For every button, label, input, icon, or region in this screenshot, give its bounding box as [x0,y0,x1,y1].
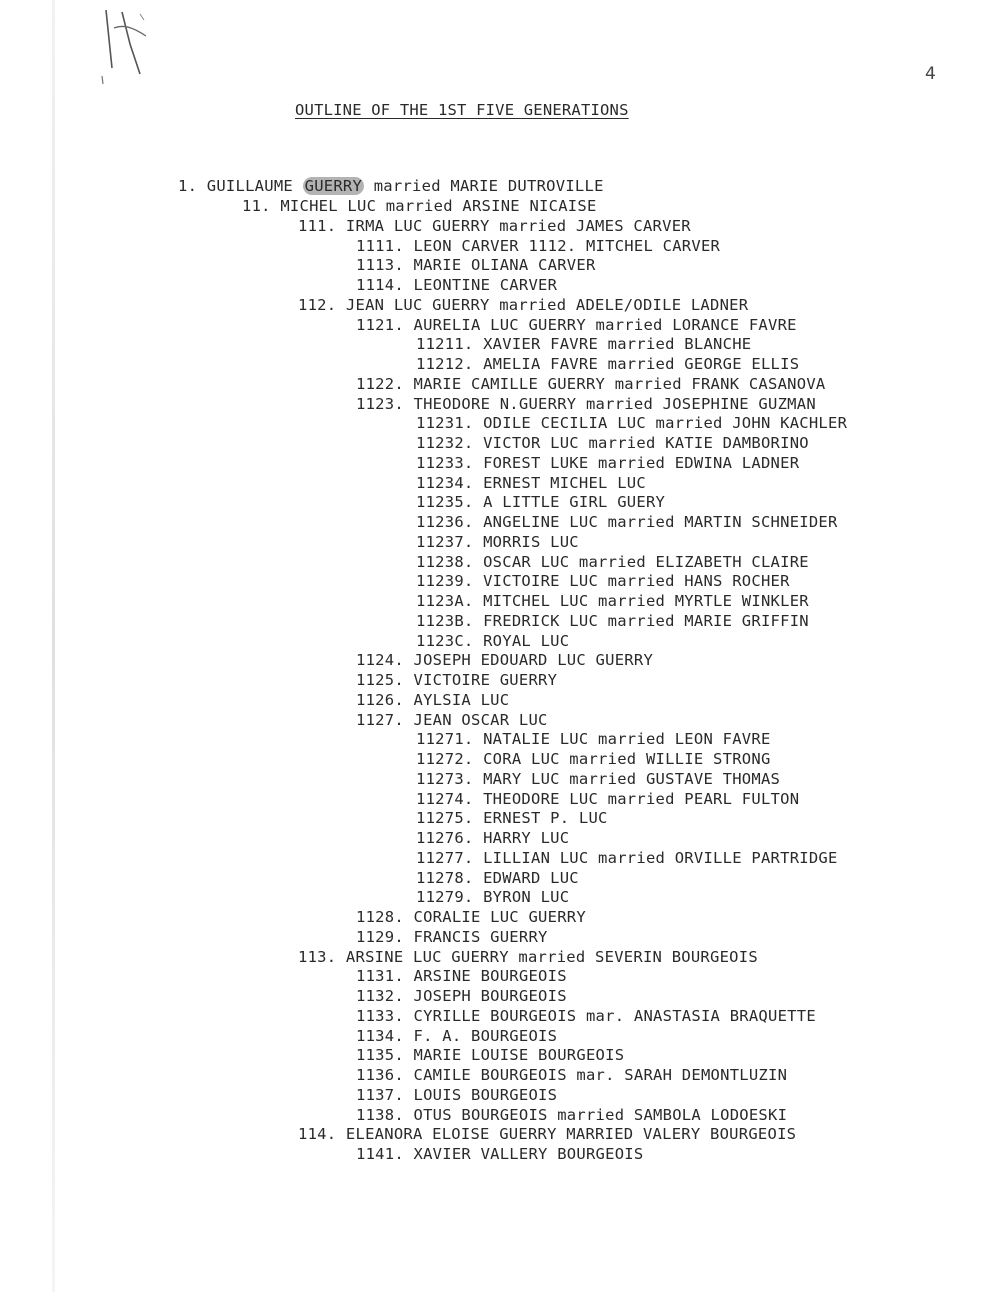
outline-entry-level-3: 1125. VICTOIRE GUERRY [356,671,558,689]
outline-entry-level-4: 11274. THEODORE LUC married PEARL FULTON [416,789,800,808]
outline-entry-level-4: 11273. MARY LUC married GUSTAVE THOMAS [416,769,781,788]
outline-entry-level-4: 11211. XAVIER FAVRE married BLANCHE [416,335,752,354]
outline-entry-level-3: 1136. CAMILE BOURGEOIS mar. SARAH DEMONTLUZIN [356,1066,788,1084]
outline-entry-level-3: 1126. AYLSIA LUC [356,690,510,709]
outline-entry-level-3: 1114. LEONTINE CARVER [356,276,558,294]
outline-entry-level-4: 11278. EDWARD LUC [416,868,579,887]
entry-rest: married MARIE DUTROVILLE [373,177,604,195]
outline-entry-level-1: 11. MICHEL LUC married ARSINE NICAISE [242,197,597,215]
highlighted-surname: GUERRY [304,177,363,195]
outline-entry-level-3: 1127. JEAN OSCAR LUC [356,710,548,729]
outline-entry-level-3: 1138. OTUS BOURGEOIS married SAMBOLA LODOESKI [356,1105,788,1124]
outline-entry-level-3: 1111. LEON CARVER 1112. MITCHEL CARVER [356,236,721,255]
outline-entry-level-4: 11238. OSCAR LUC married ELIZABETH CLAIRE [416,552,809,571]
outline-entry-level-3: 1131. ARSINE BOURGEOIS [356,967,567,986]
outline-entry-level-4: 11233. FOREST LUKE married EDWINA LADNER [416,453,800,472]
scan-binding-edge [52,0,55,1292]
outline-entry-level-4: 11237. MORRIS LUC [416,532,579,551]
page-number: 4 [925,64,936,84]
outline-entry-level-4: 1123B. FREDRICK LUC married MARIE GRIFFIN [416,611,809,630]
outline-entry-level-2: 111. IRMA LUC GUERRY married JAMES CARVER [298,216,691,235]
outline-entry-level-4: 11236. ANGELINE LUC married MARTIN SCHNEIDER [416,513,838,531]
outline-entry-level-3: 1121. AURELIA LUC GUERRY married LORANCE FAVRE [356,315,797,334]
outline-entry-level-4: 11235. A LITTLE GIRL GUERY [416,493,666,512]
outline-entry-level-3: 1113. MARIE OLIANA CARVER [356,256,596,275]
outline-entry-level-3: 1141. XAVIER VALLERY BOURGEOIS [356,1145,644,1163]
outline-entry-level-2: 112. JEAN LUC GUERRY married ADELE/ODILE LADNER [298,295,749,314]
entry-first-name: GUILLAUME [206,177,294,195]
outline-entry-level-3: 1132. JOSEPH BOURGEOIS [356,987,567,1005]
outline-entry-level-3: 1133. CYRILLE BOURGEOIS mar. ANASTASIA BRAQUETTE [356,1006,816,1025]
outline-entry-level-4: 11279. BYRON LUC [416,888,570,907]
outline-entry-level-4: 11231. ODILE CECILIA LUC married JOHN KACHLER [416,414,848,433]
outline-entry-level-4: 11277. LILLIAN LUC married ORVILLE PARTRIDGE [416,848,838,867]
outline-entry-level-4: 11275. ERNEST P. LUC [416,809,608,828]
outline-entry-level-4: 11234. ERNEST MICHEL LUC [416,473,646,492]
outline-entry-level-4: 11239. VICTOIRE LUC married HANS ROCHER [416,572,790,591]
outline-entry-root [178,177,604,197]
outline-entry-level-4: 11272. CORA LUC married WILLIE STRONG [416,750,771,768]
handwritten-mark [100,6,170,86]
outline-entry-level-3: 1137. LOUIS BOURGEOIS [356,1085,558,1104]
outline-entry-level-3: 1134. F. A. BOURGEOIS [356,1026,558,1045]
outline-entry-level-2: 114. ELEANORA ELOISE GUERRY MARRIED VALERY BOURGEOIS [298,1125,797,1144]
outline-entry-level-3: 1128. CORALIE LUC GUERRY [356,908,586,926]
outline-entry-level-4: 1123A. MITCHEL LUC married MYRTLE WINKLER [416,592,809,610]
page-title: OUTLINE OF THE 1ST FIVE GENERATIONS [295,101,629,119]
outline-entry-level-4: 1123C. ROYAL LUC [416,631,570,650]
outline-entry-level-4: 11212. AMELIA FAVRE married GEORGE ELLIS [416,355,800,373]
outline-entry-level-4: 11232. VICTOR LUC married KATIE DAMBORINO [416,434,809,452]
outline-entry-level-3: 1123. THEODORE N.GUERRY married JOSEPHINE GUZMAN [356,394,816,413]
outline-entry-level-2: 113. ARSINE LUC GUERRY married SEVERIN BOURGEOIS [298,947,758,966]
outline-entry-level-3: 1124. JOSEPH EDOUARD LUC GUERRY [356,651,654,670]
outline-entry-level-3: 1122. MARIE CAMILLE GUERRY married FRANK CASANOVA [356,374,826,393]
outline-entry-level-4: 11271. NATALIE LUC married LEON FAVRE [416,730,771,749]
outline-entry-level-4: 11276. HARRY LUC [416,829,570,847]
entry-number: 1. [178,177,198,195]
outline-entry-level-3: 1129. FRANCIS GUERRY [356,927,548,946]
outline-entry-level-3: 1135. MARIE LOUISE BOURGEOIS [356,1046,625,1065]
